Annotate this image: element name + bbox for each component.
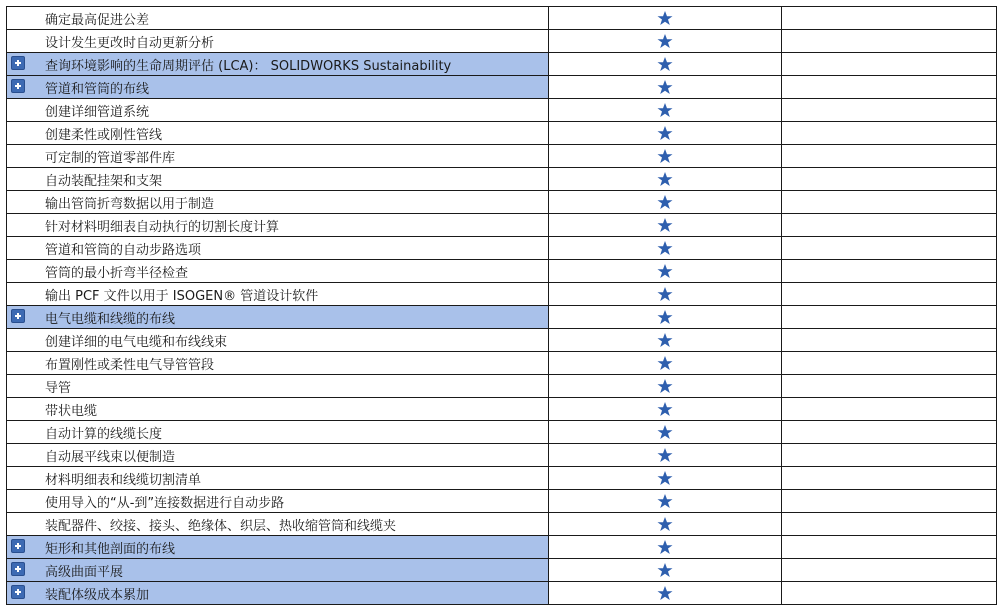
group-row[interactable] — [7, 536, 997, 559]
feature-label: 电气电缆和线缆的布线 — [45, 311, 176, 327]
availability-cell — [549, 306, 782, 328]
star-icon — [657, 585, 673, 601]
availability-cell — [549, 375, 782, 397]
star-icon — [657, 33, 673, 49]
availability-cell — [549, 536, 782, 558]
feature-label: 自动装配挂架和支架 — [45, 173, 163, 189]
feature-name-cell — [7, 467, 549, 489]
table-row — [7, 421, 997, 444]
table-row — [7, 122, 997, 145]
group-row[interactable] — [7, 53, 997, 76]
feature-label: 管筒的最小折弯半径检查 — [45, 265, 189, 281]
table-row — [7, 191, 997, 214]
star-icon — [657, 516, 673, 532]
feature-name-cell — [7, 53, 549, 75]
availability-cell — [549, 76, 782, 98]
star-icon — [657, 217, 673, 233]
empty-cell — [782, 421, 997, 443]
availability-cell — [549, 283, 782, 305]
star-icon — [657, 424, 673, 440]
table-row — [7, 490, 997, 513]
expand-plus-icon[interactable] — [11, 539, 25, 553]
empty-cell — [782, 398, 997, 420]
availability-cell — [549, 7, 782, 29]
table-row — [7, 467, 997, 490]
availability-cell — [549, 214, 782, 236]
feature-name-cell — [7, 513, 549, 535]
empty-cell — [782, 145, 997, 167]
availability-cell — [549, 398, 782, 420]
feature-name-cell — [7, 352, 549, 374]
table-row — [7, 214, 997, 237]
star-icon — [657, 148, 673, 164]
availability-cell — [549, 490, 782, 512]
feature-label: 管道和管筒的布线 — [45, 81, 150, 97]
feature-name-cell — [7, 421, 549, 443]
feature-name-cell — [7, 490, 549, 512]
empty-cell — [782, 283, 997, 305]
feature-label: 装配体级成本累加 — [45, 587, 150, 603]
availability-cell — [549, 467, 782, 489]
feature-label: 自动展平线束以便制造 — [45, 449, 176, 465]
feature-name-cell — [7, 99, 549, 121]
table-row — [7, 283, 997, 306]
feature-name-cell — [7, 375, 549, 397]
group-row[interactable] — [7, 582, 997, 605]
availability-cell — [549, 191, 782, 213]
star-icon — [657, 79, 673, 95]
availability-cell — [549, 122, 782, 144]
star-icon — [657, 332, 673, 348]
group-row[interactable] — [7, 306, 997, 329]
empty-cell — [782, 513, 997, 535]
empty-cell — [782, 76, 997, 98]
feature-label: 矩形和其他剖面的布线 — [45, 541, 176, 557]
feature-name-cell — [7, 559, 549, 581]
availability-cell — [549, 559, 782, 581]
availability-cell — [549, 237, 782, 259]
availability-cell — [549, 582, 782, 604]
table-row — [7, 513, 997, 536]
availability-cell — [549, 513, 782, 535]
star-icon — [657, 125, 673, 141]
table-row — [7, 444, 997, 467]
feature-name-cell — [7, 214, 549, 236]
empty-cell — [782, 352, 997, 374]
feature-label: 输出 PCF 文件以用于 ISOGEN® 管道设计软件 — [45, 288, 319, 304]
availability-cell — [549, 444, 782, 466]
feature-label: 确定最高促进公差 — [45, 12, 150, 28]
star-icon — [657, 355, 673, 371]
table-row — [7, 7, 997, 30]
table-row — [7, 260, 997, 283]
feature-name-cell — [7, 30, 549, 52]
expand-plus-icon[interactable] — [11, 562, 25, 576]
feature-label: 创建柔性或刚性管线 — [45, 127, 163, 143]
feature-name-cell — [7, 283, 549, 305]
availability-cell — [549, 99, 782, 121]
star-icon — [657, 447, 673, 463]
availability-cell — [549, 352, 782, 374]
star-icon — [657, 263, 673, 279]
star-icon — [657, 194, 673, 210]
empty-cell — [782, 53, 997, 75]
empty-cell — [782, 30, 997, 52]
star-icon — [657, 539, 673, 555]
feature-name-cell — [7, 329, 549, 351]
feature-name-cell — [7, 145, 549, 167]
feature-label: 设计发生更改时自动更新分析 — [45, 35, 215, 51]
availability-cell — [549, 260, 782, 282]
empty-cell — [782, 444, 997, 466]
group-row[interactable] — [7, 559, 997, 582]
feature-name-cell — [7, 398, 549, 420]
feature-label: 输出管筒折弯数据以用于制造 — [45, 196, 215, 212]
feature-name-cell — [7, 122, 549, 144]
table-row — [7, 352, 997, 375]
feature-label: 材料明细表和线缆切割清单 — [45, 472, 202, 488]
table-row — [7, 237, 997, 260]
empty-cell — [782, 559, 997, 581]
empty-cell — [782, 490, 997, 512]
feature-label: 高级曲面平展 — [45, 564, 124, 580]
star-icon — [657, 286, 673, 302]
empty-cell — [782, 191, 997, 213]
feature-label: 创建详细的电气电缆和布线线束 — [45, 334, 228, 350]
feature-table — [6, 6, 997, 605]
feature-name-cell — [7, 582, 549, 604]
star-icon — [657, 10, 673, 26]
feature-label: 查询环境影响的生命周期评估 (LCA)： SOLIDWORKS Sustainability — [45, 58, 452, 74]
expand-plus-icon[interactable] — [11, 79, 25, 93]
availability-cell — [549, 145, 782, 167]
availability-cell — [549, 421, 782, 443]
empty-cell — [782, 7, 997, 29]
empty-cell — [782, 536, 997, 558]
feature-name-cell — [7, 76, 549, 98]
feature-label: 导管 — [45, 380, 72, 396]
star-icon — [657, 171, 673, 187]
availability-cell — [549, 30, 782, 52]
availability-cell — [549, 53, 782, 75]
availability-cell — [549, 168, 782, 190]
empty-cell — [782, 467, 997, 489]
empty-cell — [782, 260, 997, 282]
feature-name-cell — [7, 237, 549, 259]
feature-name-cell — [7, 7, 549, 29]
empty-cell — [782, 375, 997, 397]
feature-label: 管道和管筒的自动步路选项 — [45, 242, 202, 258]
empty-cell — [782, 168, 997, 190]
empty-cell — [782, 582, 997, 604]
empty-cell — [782, 214, 997, 236]
table-row — [7, 168, 997, 191]
expand-plus-icon[interactable] — [11, 309, 25, 323]
expand-plus-icon[interactable] — [11, 585, 25, 599]
feature-name-cell — [7, 191, 549, 213]
star-icon — [657, 378, 673, 394]
feature-label: 创建详细管道系统 — [45, 104, 150, 120]
star-icon — [657, 240, 673, 256]
feature-name-cell — [7, 260, 549, 282]
feature-label: 带状电缆 — [45, 403, 98, 419]
availability-cell — [549, 329, 782, 351]
empty-cell — [782, 329, 997, 351]
feature-name-cell — [7, 444, 549, 466]
star-icon — [657, 493, 673, 509]
star-icon — [657, 102, 673, 118]
table-row — [7, 375, 997, 398]
star-icon — [657, 562, 673, 578]
empty-cell — [782, 122, 997, 144]
star-icon — [657, 470, 673, 486]
feature-label: 自动计算的线缆长度 — [45, 426, 163, 442]
star-icon — [657, 56, 673, 72]
feature-label: 装配器件、绞接、接头、绝缘体、织层、热收缩管筒和线缆夹 — [45, 518, 397, 534]
feature-label: 使用导入的“从-到”连接数据进行自动步路 — [45, 495, 285, 511]
table-row — [7, 99, 997, 122]
feature-name-cell — [7, 306, 549, 328]
empty-cell — [782, 99, 997, 121]
group-row[interactable] — [7, 76, 997, 99]
star-icon — [657, 309, 673, 325]
table-row — [7, 145, 997, 168]
feature-label: 针对材料明细表自动执行的切割长度计算 — [45, 219, 280, 235]
expand-plus-icon[interactable] — [11, 56, 25, 70]
table-row — [7, 329, 997, 352]
feature-name-cell — [7, 168, 549, 190]
feature-label: 可定制的管道零部件库 — [45, 150, 176, 166]
table-row — [7, 398, 997, 421]
feature-label: 布置刚性或柔性电气导管管段 — [45, 357, 215, 373]
empty-cell — [782, 306, 997, 328]
feature-name-cell — [7, 536, 549, 558]
empty-cell — [782, 237, 997, 259]
star-icon — [657, 401, 673, 417]
table-row — [7, 30, 997, 53]
